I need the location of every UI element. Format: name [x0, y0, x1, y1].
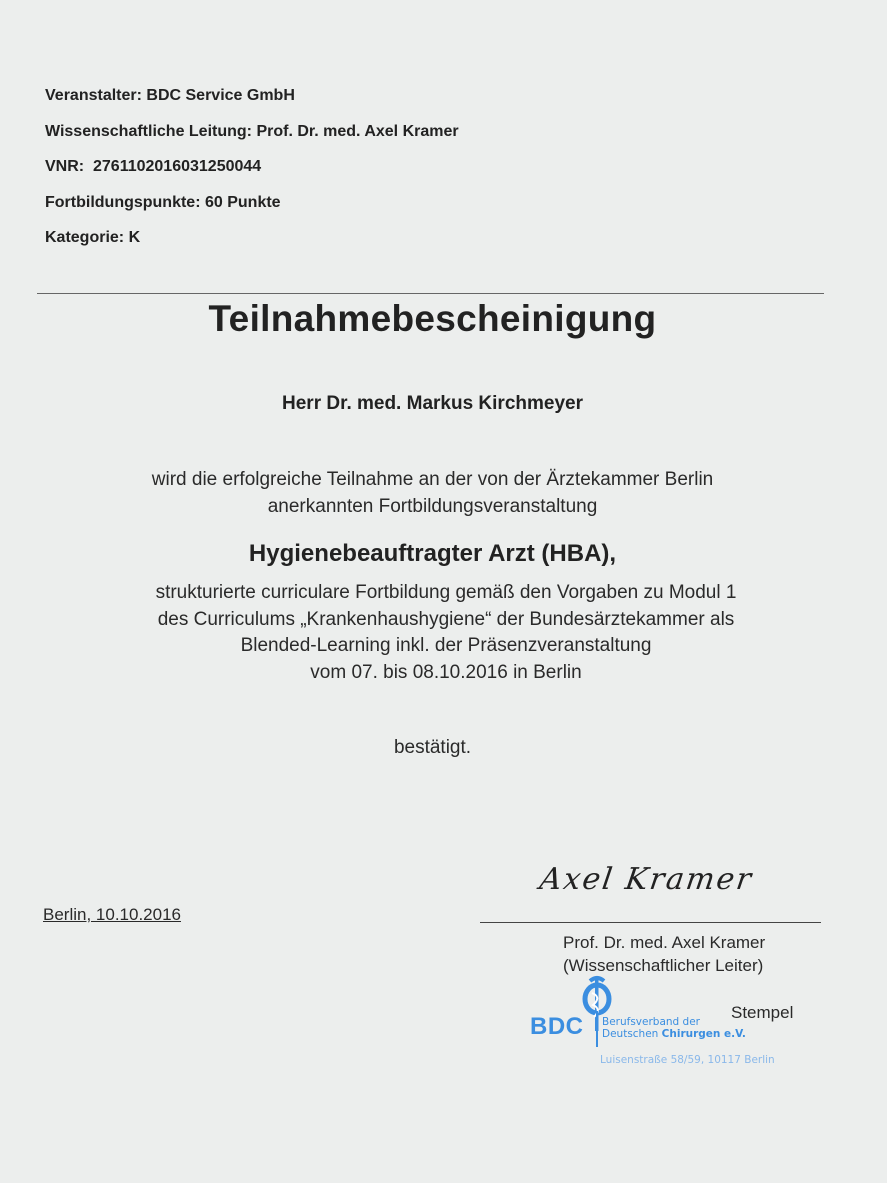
- stamp-address: Luisenstraße 58/59, 10117 Berlin: [600, 1054, 775, 1066]
- recipient-name: Herr Dr. med. Markus Kirchmeyer: [282, 393, 583, 414]
- stamp-org-text: Deutschen: [602, 1028, 662, 1040]
- event-metadata: [45, 86, 459, 264]
- signer-role: (Wissenschaftlicher Leiter): [563, 956, 764, 975]
- vnr-line: VNR: 2761102016031250044: [45, 158, 262, 175]
- stamp-organization: [602, 1016, 746, 1040]
- place-and-date: Berlin, 10.10.2016: [43, 905, 181, 924]
- course-description-line: des Curriculums „Krankenhaushygiene“ der Bundesärztekammer als: [157, 608, 735, 630]
- stamp-org-text-bold: Chirurgen e.V.: [661, 1028, 746, 1040]
- stamp-org-line: Berufsverband der: [602, 1016, 700, 1028]
- signer-block: [563, 931, 765, 977]
- signer-name: Prof. Dr. med. Axel Kramer: [563, 933, 766, 952]
- course-description: [0, 580, 887, 686]
- course-description-line: vom 07. bis 08.10.2016 in Berlin: [310, 661, 582, 683]
- course-description-line: strukturierte curriculare Fortbildung gemäß den Vorgaben zu Modul 1: [155, 582, 737, 603]
- stamp-org-line: [602, 1028, 746, 1040]
- course-description-line: Blended-Learning inkl. der Präsenzveranstaltung: [240, 635, 652, 656]
- course-title: Hygienebeauftragter Arzt (HBA),: [248, 540, 617, 567]
- stamp-divider: [596, 1011, 598, 1047]
- stamp-abbreviation: BDC: [530, 1013, 584, 1040]
- header-divider: [37, 293, 824, 294]
- category-line: Kategorie: K: [45, 229, 141, 246]
- intro-line: anerkannten Fortbildungsveranstaltung: [267, 496, 598, 517]
- bdc-stamp: [528, 975, 818, 1075]
- intro-text: [0, 466, 865, 520]
- organizer-line: Veranstalter: BDC Service GmbH: [45, 87, 295, 104]
- confirmation-text: bestätigt.: [393, 737, 472, 758]
- intro-line: wird die erfolgreiche Teilnahme an der von der Ärztekammer Berlin: [151, 469, 714, 490]
- document-title: Teilnahmebescheinigung: [208, 298, 657, 339]
- stamp-label: Stempel: [731, 1003, 794, 1022]
- handwritten-signature: Axel Kramer: [537, 862, 756, 897]
- scientific-lead-line: Wissenschaftliche Leitung: Prof. Dr. med. Axel Kramer: [45, 122, 459, 140]
- signature-line: [480, 922, 821, 923]
- cme-points-line: Fortbildungspunkte: 60 Punkte: [45, 193, 281, 211]
